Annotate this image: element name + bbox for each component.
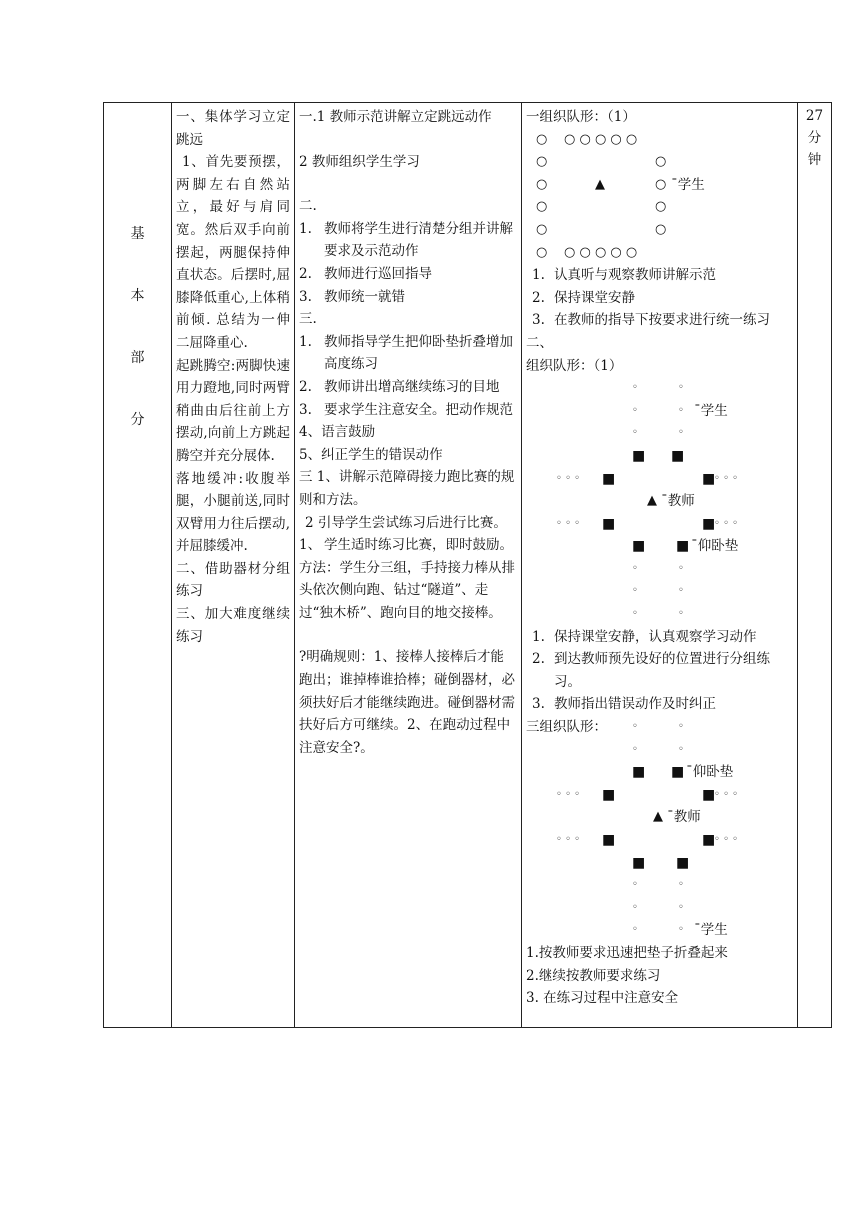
list-item: 2.继续按教师要求练习	[526, 967, 661, 984]
time-value: 27	[805, 108, 824, 124]
time-unit: 分	[807, 130, 822, 146]
method-text: 方法：学生分三组，手持接力棒从排头依次侧向跑、钻过“隧道”、走过“独木桥”、跑向目的地交接棒。	[299, 559, 515, 621]
section-cell	[104, 103, 172, 1028]
list-item: 1. 教师指导学生把仰卧垫折叠增加高度练习	[299, 333, 513, 373]
list-item: 3. 教师指出错误动作及时纠正	[532, 696, 716, 713]
student-activity-cell	[522, 103, 798, 1028]
teacher-triangle-icon: ▲	[647, 493, 657, 509]
content-paragraph: 二、借助器材分组练习	[176, 560, 290, 600]
list-item: 1. 认真听与观察教师讲解示范	[532, 267, 716, 284]
time-unit: 钟	[807, 152, 822, 168]
teacher-text: 三 1、讲解示范障碍接力跑比赛的规则和方法。	[299, 469, 515, 508]
section-char: 部	[130, 350, 145, 366]
list-item: 1. 保持课堂安静，认真观察学习动作	[532, 628, 757, 645]
teacher-text: 一.1 教师示范讲解立定跳远动作	[299, 109, 492, 125]
list-item: 2. 教师讲出增高继续练习的目地	[299, 378, 500, 395]
section-char: 本	[130, 288, 145, 304]
list-item: 3. 在练习过程中注意安全	[526, 990, 679, 1007]
content-paragraph: 起跳腾空:两脚快速用力蹬地,同时两臂稍曲由后往前上方摆动,向前上方跳起腾空并充分展体.	[176, 357, 290, 464]
list-item: 1.按教师要求迅速把垫子折叠起来	[526, 944, 728, 961]
formation-diagram-1: ○ ○ ○ ○ ○ ○ ○ ○ ○ ▲ ○ ˉ学生 ○ ○ ○ ○ ○ ○ ○ ○ ○ ○	[536, 131, 705, 260]
teacher-triangle-icon: ▲	[595, 176, 605, 192]
teacher-text: 4、语言鼓励	[299, 424, 376, 441]
list-item: 3. 要求学生注意安全。把动作规范	[299, 401, 513, 418]
list-item: 2. 到达教师预先设好的位置进行分组练习。	[532, 651, 770, 690]
content-cell	[172, 103, 295, 1028]
list-item: 1. 教师将学生进行清楚分组并讲解要求及示范动作	[299, 220, 513, 260]
content-paragraph: 三、加大难度继续练习	[176, 606, 290, 645]
formation-title: 一组织队形：（1）	[526, 109, 636, 125]
formation-diagram-2: ◦ ◦ ◦ ◦ ˉ学生 ◦ ◦ ■ ■ ◦ ◦ ◦ ■ ■ ◦ ◦ ◦ ▲ ˉ教师 ◦ ◦ ◦ ■ ■ ◦ ◦ ◦ ■ ■ ˉ仰卧垫 ◦ ◦ ◦ ◦ ◦ ◦	[556, 382, 739, 620]
list-item: 1、 学生适时练习比赛，即时鼓励。	[299, 537, 513, 554]
teacher-text: 5、纠正学生的错误动作	[299, 446, 443, 463]
section-char: 基	[130, 226, 145, 242]
teacher-triangle-icon: ▲	[653, 809, 663, 825]
teacher-text: 三.	[299, 311, 317, 328]
content-paragraph: 落地缓冲:收腹举腿，小腿前送,同时双臂用力往后摆动,并屈膝缓冲.	[176, 470, 290, 555]
formation-title: 组织队形：（1）	[526, 357, 623, 374]
lesson-plan-table	[103, 102, 832, 1028]
formation-title: 三组织队形：	[526, 719, 607, 736]
list-item: 2. 保持课堂安静	[532, 289, 635, 306]
rules-text: ?明确规则：1、接棒人接棒后才能跑出；谁掉棒谁拾棒；碰倒器材，必须扶好后才能继续跑进。碰倒器材需扶好后方可继续。2、在跑动过程中注意安全?。	[299, 649, 515, 756]
teacher-text: 二.	[299, 198, 317, 215]
teacher-activity-cell	[295, 103, 522, 1028]
teacher-text: 2 教师组织学生学习	[299, 153, 420, 170]
list-item: 3. 在教师的指导下按要求进行统一练习	[532, 312, 770, 329]
content-paragraph: 1、首先要预摆，两脚左右自然站立，最好与肩同宽。然后双手向前摆起，两腿保持伸直状态。后摆时,屈膝降低重心,上体稍前倾. 总结为一伸二屈降重心.	[176, 154, 290, 351]
list-item: 3. 教师统一就错	[299, 288, 405, 305]
formation-heading: 二、	[526, 334, 553, 351]
list-item: 2. 教师进行巡回指导	[299, 265, 432, 282]
content-title: 一、集体学习立定跳远	[176, 109, 290, 148]
formation-diagram-3: 三组织队形： ◦ ◦ ◦ ◦ ■ ■ ˉ仰卧垫 ◦ ◦ ◦ ■ ■ ◦ ◦ ◦ ▲ ˉ教师 ◦ ◦ ◦ ■ ■ ◦ ◦ ◦ ■ ■ ◦ ◦ ◦ ◦ ◦ ◦ ˉ学生	[526, 716, 793, 942]
time-cell	[798, 103, 832, 1028]
teacher-text: 2 引导学生尝试练习后进行比赛。	[305, 514, 507, 531]
section-char: 分	[130, 412, 145, 428]
